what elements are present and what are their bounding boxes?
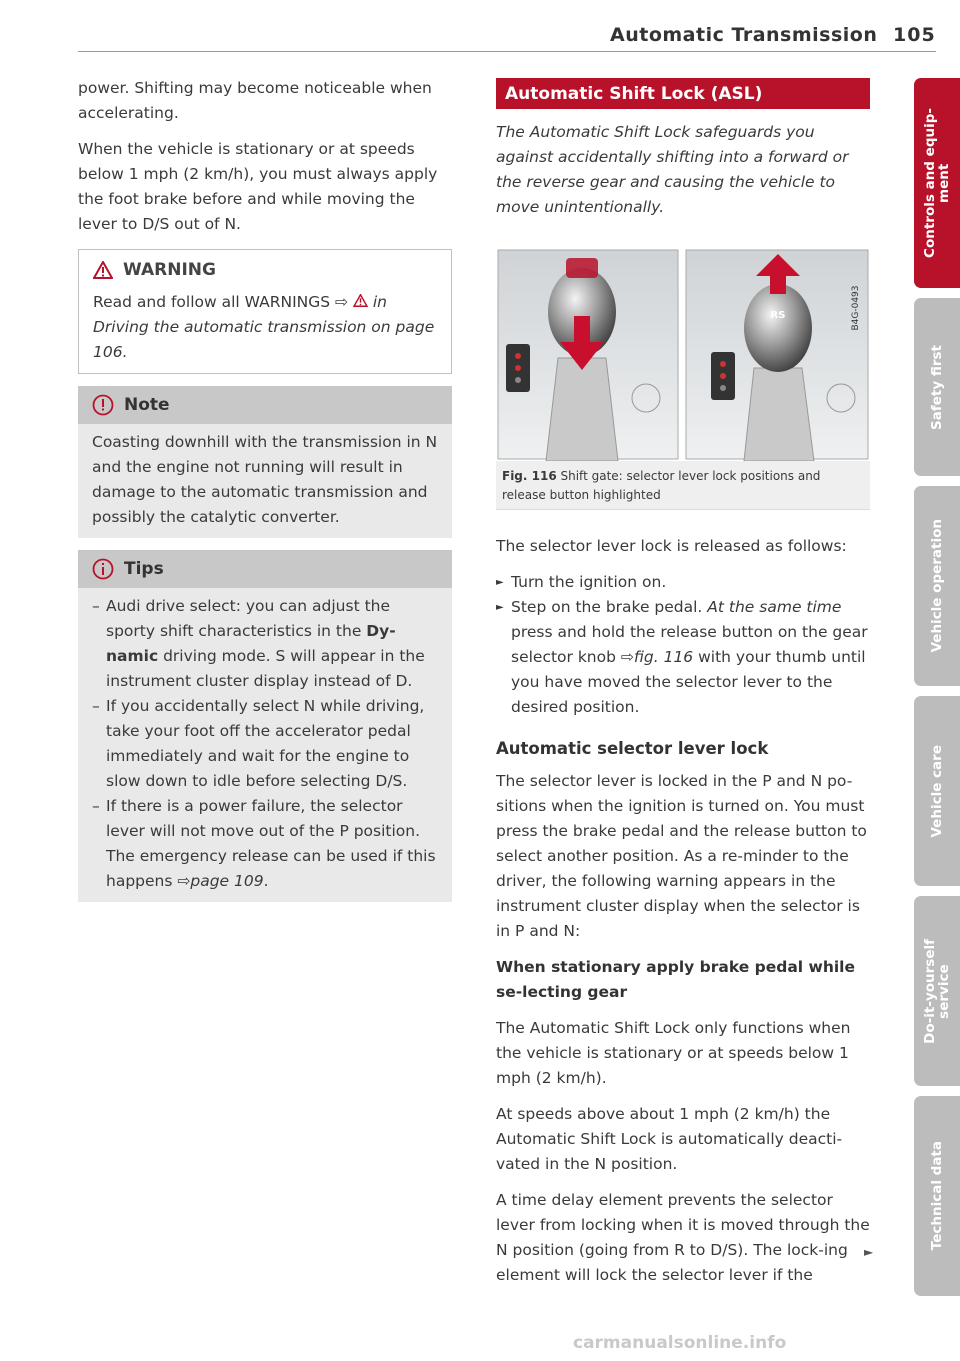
continue-arrow-icon: ► bbox=[864, 1245, 871, 1259]
figure-reference-link[interactable]: fig. 116 bbox=[633, 648, 694, 666]
paragraph-functions: The Automatic Shift Lock only functions when the vehicle is stationary or at speeds below 1 mph (2 km/h). bbox=[496, 1019, 851, 1087]
tip-item: – Audi drive select: you can adjust the sporty shift characteristics in the Dy-namic driving mode. S will appear in the instrument cluster display instead of D. bbox=[92, 594, 438, 694]
watermark: carmanualsonline.info bbox=[573, 1333, 787, 1353]
release-steps bbox=[496, 570, 870, 720]
page-reference-link[interactable]: page 109 bbox=[190, 872, 264, 890]
figure-116 bbox=[496, 248, 870, 510]
image-code: B4G-0493 bbox=[851, 285, 861, 331]
tips-list bbox=[92, 594, 438, 894]
page-number: 105 bbox=[893, 24, 936, 46]
tab-vehicle-operation[interactable]: Vehicle operation bbox=[914, 486, 960, 686]
tab-vehicle-care[interactable]: Vehicle care bbox=[914, 696, 960, 886]
figure-label: Fig. 116 bbox=[502, 469, 557, 483]
section-intro: The Automatic Shift Lock safeguards you against accidentally shifting into a forward or the reverse gear and causing the vehicle to move unintentionally. bbox=[496, 123, 849, 216]
step-item: ► Turn the ignition on. bbox=[496, 570, 870, 595]
warning-triangle-icon bbox=[93, 261, 113, 279]
left-panel bbox=[498, 250, 678, 461]
tip-item: – If there is a power failure, the selector lever will not move out of the P position. The emergency release can be used if this happens ⇨page 109. bbox=[92, 794, 438, 894]
tab-safety-first[interactable]: Safety first bbox=[914, 298, 960, 476]
left-column bbox=[78, 76, 452, 902]
note-box bbox=[78, 386, 452, 538]
paragraph-power: power. Shifting may become noticeable when accelerating. bbox=[78, 79, 432, 122]
warning-inline-icon bbox=[353, 293, 368, 311]
tips-title: Tips bbox=[124, 559, 164, 579]
note-title: Note bbox=[124, 395, 170, 415]
step-item: ► Step on the brake pedal. At the same time press and hold the release button on the gear selector knob ⇨fig. 116 with your thumb until you have moved the selector lever to the desired position. bbox=[496, 595, 870, 720]
shift-gate-illustration bbox=[496, 248, 870, 461]
paragraph-deactivated: At speeds above about 1 mph (2 km/h) the Automatic Shift Lock is automatically deacti-vated in the N position. bbox=[496, 1105, 843, 1173]
knob-label: RS bbox=[770, 310, 786, 321]
warning-box bbox=[78, 249, 452, 374]
paragraph-delay: A time delay element prevents the selector lever from locking when it is moved through the N position (going from R to D/S). The lock-ing element will lock the selector lever if the bbox=[496, 1191, 870, 1284]
section-heading: Automatic Shift Lock (ASL) bbox=[496, 78, 870, 109]
display-message: When stationary apply brake pedal while se-lecting gear bbox=[496, 958, 856, 1001]
warning-reference[interactable]: in Driving the automatic transmission on page 106. bbox=[93, 293, 435, 361]
exclamation-circle-icon bbox=[92, 394, 114, 416]
subheading-selector-lock: Automatic selector lever lock bbox=[496, 739, 769, 758]
paragraph-stationary: When the vehicle is stationary or at speeds below 1 mph (2 km/h), you must always apply the foot brake before and while moving the lever to D/S out of N. bbox=[78, 140, 438, 233]
warning-title: WARNING bbox=[123, 260, 216, 280]
info-circle-icon bbox=[92, 558, 114, 580]
right-panel bbox=[686, 250, 868, 461]
tips-box bbox=[78, 550, 452, 902]
figure-caption: Fig. 116 Shift gate: selector lever lock positions and release button highlighted bbox=[496, 461, 870, 509]
paragraph-release: The selector lever lock is released as follows: bbox=[496, 537, 847, 555]
tab-do-it-yourself[interactable]: Do-it-yourself service bbox=[914, 896, 960, 1086]
note-text: Coasting downhill with the transmission in N and the engine not running will result in damage to the automatic transmission and possibly the catalytic converter. bbox=[92, 433, 438, 526]
warning-header bbox=[79, 250, 451, 290]
running-header-title: Automatic Transmission bbox=[610, 24, 878, 46]
header-rule bbox=[78, 51, 936, 52]
tab-controls[interactable]: Controls and equip- ment bbox=[914, 78, 960, 288]
tab-technical-data[interactable]: Technical data bbox=[914, 1096, 960, 1296]
note-header bbox=[78, 386, 452, 424]
warning-text: Read and follow all WARNINGS ⇨ in Driving the automatic transmission on page 106. bbox=[93, 293, 435, 361]
tips-header bbox=[78, 550, 452, 588]
right-column bbox=[496, 76, 870, 1299]
tip-item: – If you accidentally select N while driving, take your foot off the accelerator pedal immediately and wait for the engine to slow down to idle before selecting D/S. bbox=[92, 694, 438, 794]
paragraph-locked: The selector lever is locked in the P and N po-sitions when the ignition is turned on. You must press the brake pedal and the release button to select another position. As a re-minder to the driver, the following warning appears in the instrument cluster display when the selector is in P and N: bbox=[496, 772, 867, 940]
